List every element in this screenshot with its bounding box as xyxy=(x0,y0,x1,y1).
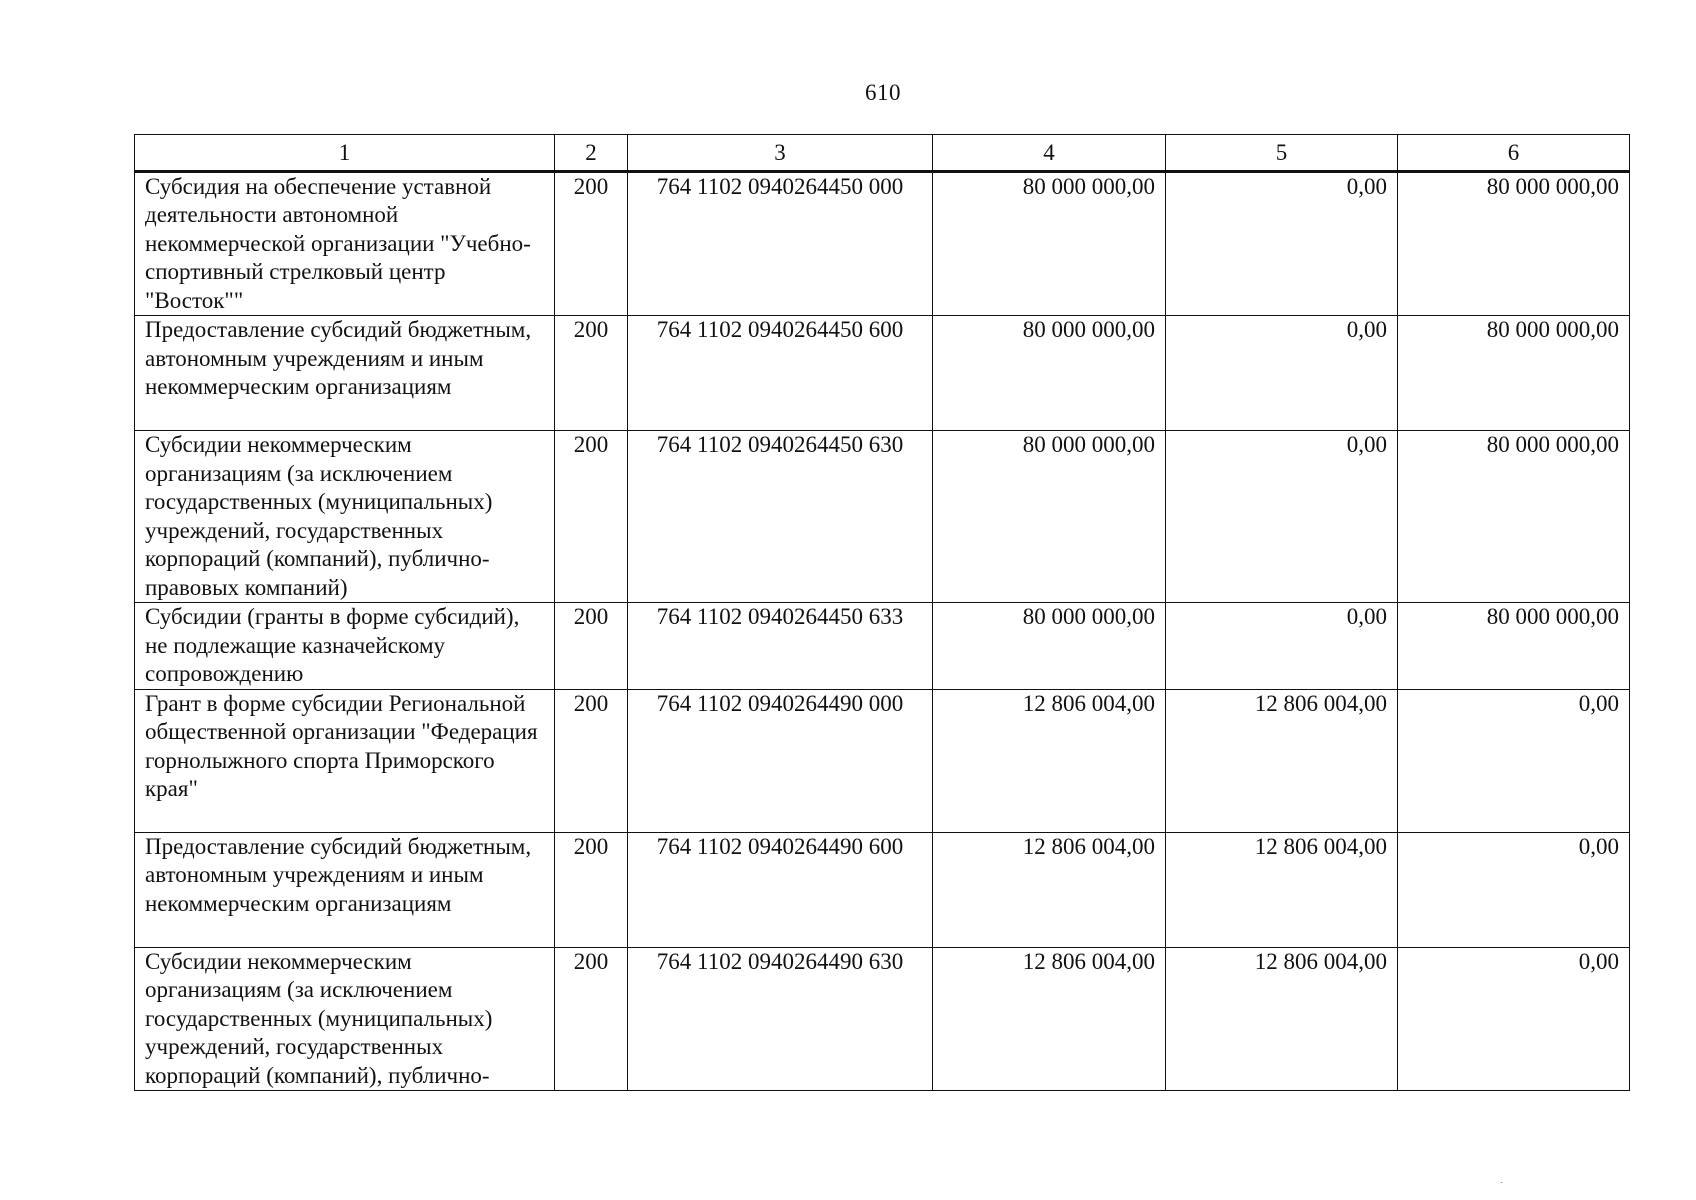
header-col-1: 1 xyxy=(135,135,555,172)
row-name-cell: Субсидии (гранты в форме субсидий), не подлежащие казначейскому сопровождению xyxy=(135,603,555,690)
row-name-cell: Субсидии некоммерческим организациям (за исключением государственных (муниципальных) учреждений, государственных корпораций (компаний), публично- xyxy=(135,947,555,1091)
header-row xyxy=(135,135,1630,172)
table-row xyxy=(135,603,1630,690)
row-col5-cell: 0,00 xyxy=(1166,431,1398,603)
budget-table xyxy=(134,134,1630,1091)
row-code-cell: 764 1102 0940264450 600 xyxy=(628,316,933,431)
header-col-2: 2 xyxy=(555,135,628,172)
row-col4-cell: 80 000 000,00 xyxy=(933,316,1166,431)
row-name-cell: Грант в форме субсидии Региональной общественной организации "Федерация горнолыжного спорта Приморского края" xyxy=(135,689,555,832)
row-col6-cell: 0,00 xyxy=(1398,832,1630,947)
row-code-cell: 764 1102 0940264450 633 xyxy=(628,603,933,690)
row-col5-cell: 0,00 xyxy=(1166,316,1398,431)
table-row xyxy=(135,689,1630,832)
row-col5-cell: 0,00 xyxy=(1166,171,1398,316)
row-code-cell: 764 1102 0940264450 630 xyxy=(628,431,933,603)
row-admin-cell: 200 xyxy=(555,171,628,316)
row-code-cell: 764 1102 0940264490 600 xyxy=(628,832,933,947)
row-col6-cell: 0,00 xyxy=(1398,689,1630,832)
row-col5-cell: 0,00 xyxy=(1166,603,1398,690)
row-admin-cell: 200 xyxy=(555,316,628,431)
table-row xyxy=(135,947,1630,1091)
row-name-cell: Субсидии некоммерческим организациям (за исключением государственных (муниципальных) учреждений, государственных корпораций (компаний), публично-правовых компаний) xyxy=(135,431,555,603)
row-admin-cell: 200 xyxy=(555,832,628,947)
row-col5-cell: 12 806 004,00 xyxy=(1166,947,1398,1091)
row-code-cell: 764 1102 0940264490 000 xyxy=(628,689,933,832)
header-col-4: 4 xyxy=(933,135,1166,172)
scan-speck xyxy=(1500,1182,1503,1183)
row-name-cell: Субсидия на обеспечение уставной деятельности автономной некоммерческой организации "Учебно-спортивный стрелковый центр "Восток"" xyxy=(135,171,555,316)
header-col-5: 5 xyxy=(1166,135,1398,172)
page-number: 610 xyxy=(865,80,901,105)
row-name-cell: Предоставление субсидий бюджетным, автономным учреждениям и иным некоммерческим организациям xyxy=(135,832,555,947)
table-row xyxy=(135,832,1630,947)
row-col6-cell: 80 000 000,00 xyxy=(1398,603,1630,690)
row-col4-cell: 12 806 004,00 xyxy=(933,832,1166,947)
row-col4-cell: 80 000 000,00 xyxy=(933,603,1166,690)
row-col4-cell: 12 806 004,00 xyxy=(933,689,1166,832)
row-col4-cell: 80 000 000,00 xyxy=(933,171,1166,316)
header-col-3: 3 xyxy=(628,135,933,172)
table-row xyxy=(135,431,1630,603)
header-col-6: 6 xyxy=(1398,135,1630,172)
row-col4-cell: 12 806 004,00 xyxy=(933,947,1166,1091)
row-code-cell: 764 1102 0940264450 000 xyxy=(628,171,933,316)
row-admin-cell: 200 xyxy=(555,947,628,1091)
row-code-cell: 764 1102 0940264490 630 xyxy=(628,947,933,1091)
table-row xyxy=(135,171,1630,316)
row-col5-cell: 12 806 004,00 xyxy=(1166,832,1398,947)
row-admin-cell: 200 xyxy=(555,431,628,603)
row-admin-cell: 200 xyxy=(555,689,628,832)
row-name-cell: Предоставление субсидий бюджетным, автономным учреждениям и иным некоммерческим организациям xyxy=(135,316,555,431)
row-col6-cell: 80 000 000,00 xyxy=(1398,431,1630,603)
row-col4-cell: 80 000 000,00 xyxy=(933,431,1166,603)
table-row xyxy=(135,316,1630,431)
row-admin-cell: 200 xyxy=(555,603,628,690)
row-col6-cell: 0,00 xyxy=(1398,947,1630,1091)
row-col6-cell: 80 000 000,00 xyxy=(1398,316,1630,431)
row-col6-cell: 80 000 000,00 xyxy=(1398,171,1630,316)
row-col5-cell: 12 806 004,00 xyxy=(1166,689,1398,832)
